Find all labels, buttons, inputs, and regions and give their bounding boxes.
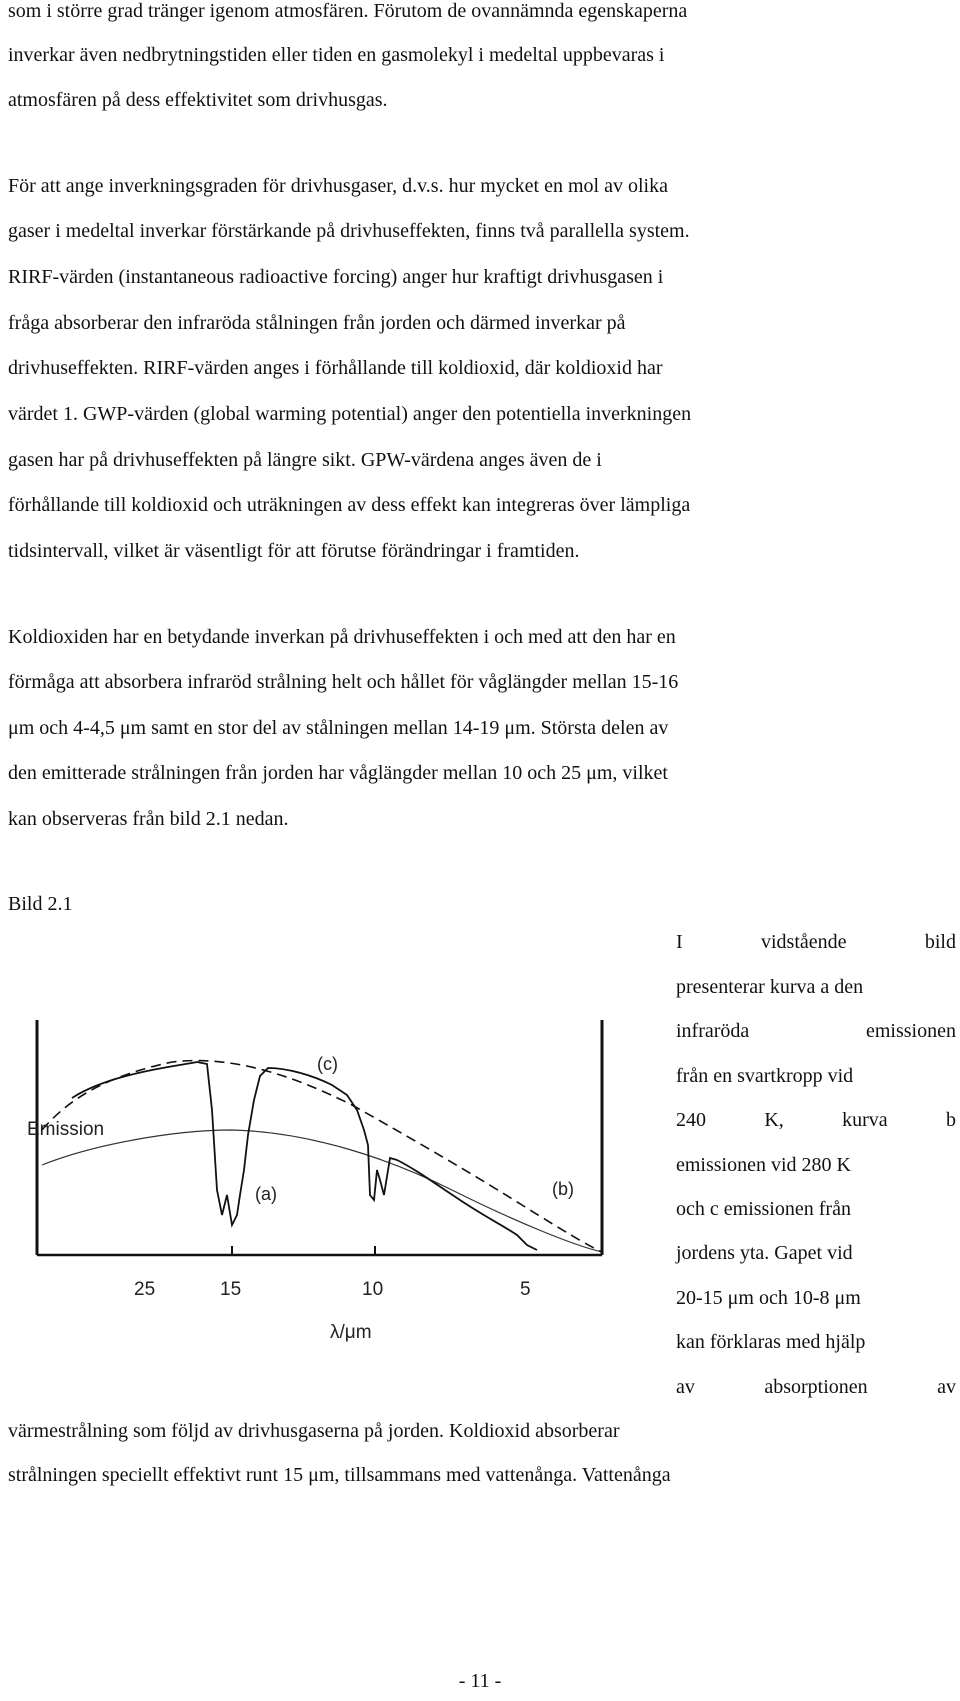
- text-line: gasen har på drivhuseffekten på längre sikt. GPW-värdena anges även de i: [8, 449, 602, 471]
- text-line: som i större grad tränger igenom atmosfären. Förutom de ovannämnda egenskaperna: [8, 0, 688, 22]
- text-line: RIRF-värden (instantaneous radioactive forcing) anger hur kraftigt drivhusgasen i: [8, 266, 664, 288]
- side-text-word: infraröda: [676, 1020, 750, 1042]
- side-text-word: av: [676, 1376, 695, 1398]
- text-line: värdet 1. GWP-värden (global warming potential) anger den potentiella inverkningen: [8, 403, 692, 425]
- x-tick-label: 5: [520, 1279, 531, 1300]
- emission-figure: [12, 1020, 662, 1480]
- text-line: atmosfären på dess effektivitet som drivhusgas.: [8, 89, 388, 111]
- curve-c: [72, 1062, 537, 1250]
- text-line: tidsintervall, vilket är väsentligt för att förutse förändringar i framtiden.: [8, 540, 580, 562]
- text-line: värmestrålning som följd av drivhusgaserna på jorden. Koldioxid absorberar: [8, 1420, 620, 1442]
- side-text-word: K,: [764, 1109, 784, 1131]
- curve-a: [42, 1130, 602, 1252]
- side-text-line: [676, 931, 956, 954]
- curve-b: [42, 1061, 602, 1252]
- y-axis-label: Emission: [27, 1119, 105, 1140]
- side-text-word: kurva: [842, 1109, 888, 1131]
- x-tick-label: 15: [220, 1279, 242, 1300]
- side-text-line: [676, 1109, 956, 1132]
- x-tick-label: 10: [362, 1279, 384, 1300]
- text-line: μm och 4-4,5 μm samt en stor del av stålningen mellan 14-19 μm. Största delen av: [8, 717, 669, 739]
- side-text-line: presenterar kurva a den: [676, 976, 864, 998]
- text-line: inverkar även nedbrytningstiden eller tiden en gasmolekyl i medeltal uppbevaras i: [8, 44, 665, 66]
- side-text-word: I: [676, 931, 683, 953]
- text-line: gaser i medeltal inverkar förstärkande på drivhuseffekten, finns två parallella system.: [8, 220, 690, 242]
- side-text-word: absorptionen: [764, 1376, 868, 1398]
- figure-caption: Bild 2.1: [8, 893, 73, 915]
- curve-a-label: (a): [255, 1184, 277, 1204]
- side-text-word: emissionen: [866, 1020, 956, 1042]
- x-axis-label: λ/μm: [330, 1322, 372, 1343]
- x-tick-marks: [232, 1246, 375, 1255]
- side-text-word: bild: [924, 931, 956, 953]
- curve-c-label: (c): [317, 1054, 338, 1074]
- side-text-word: av: [937, 1376, 956, 1398]
- text-line: förhållande till koldioxid och uträkningen av dess effekt kan integreras över lämpliga: [8, 494, 691, 516]
- text-line: den emitterade strålningen från jorden har våglängder mellan 10 och 25 μm, vilket: [8, 762, 668, 784]
- side-text-line: från en svartkropp vid: [676, 1065, 854, 1087]
- text-line: fråga absorberar den infraröda stålningen från jorden och därmed inverkar på: [8, 312, 626, 334]
- page-number: - 11 -: [458, 1670, 502, 1692]
- text-line: strålningen speciellt effektivt runt 15 μm, tillsammans med vattenånga. Vattenånga: [8, 1464, 671, 1486]
- side-text-line: kan förklaras med hjälp: [676, 1331, 866, 1353]
- text-line: För att ange inverkningsgraden för drivhusgaser, d.v.s. hur mycket en mol av olika: [8, 175, 668, 197]
- side-text-line: [676, 1376, 956, 1399]
- side-text-word: b: [945, 1109, 956, 1131]
- side-text-line: och c emissionen från: [676, 1198, 851, 1220]
- text-line: kan observeras från bild 2.1 nedan.: [8, 808, 289, 830]
- side-text-word: 240: [676, 1109, 706, 1131]
- text-line: förmåga att absorbera infraröd strålning helt och hållet för våglängder mellan 15-16: [8, 671, 679, 693]
- side-text-line: emissionen vid 280 K: [676, 1154, 851, 1176]
- side-text-word: vidstående: [761, 931, 847, 953]
- side-text-line: 20-15 μm och 10-8 μm: [676, 1287, 861, 1309]
- side-text-line: [676, 1020, 956, 1043]
- text-line: Koldioxiden har en betydande inverkan på drivhuseffekten i och med att den har en: [8, 626, 676, 648]
- x-tick-label: 25: [134, 1279, 156, 1300]
- curve-b-label: (b): [552, 1179, 574, 1199]
- text-line: drivhuseffekten. RIRF-värden anges i förhållande till koldioxid, där koldioxid har: [8, 357, 663, 379]
- side-text-line: jordens yta. Gapet vid: [676, 1242, 853, 1264]
